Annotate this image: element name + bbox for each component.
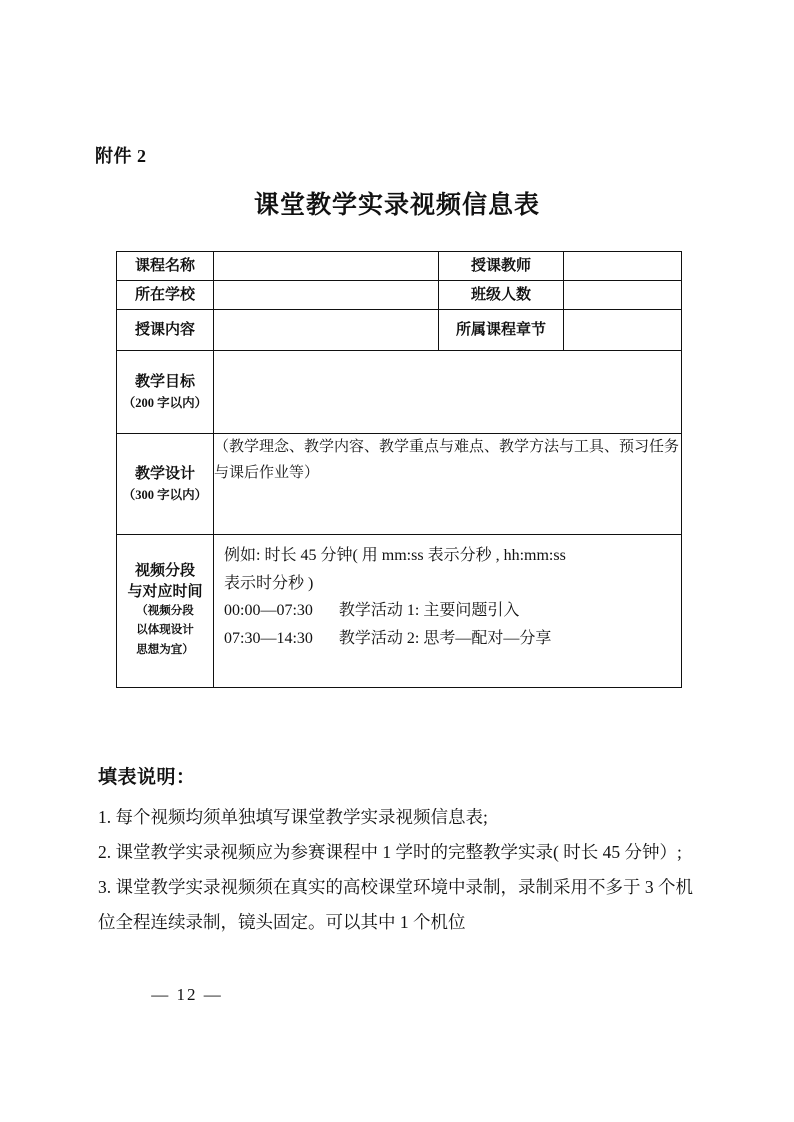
- label-teaching-goal: [117, 351, 214, 434]
- segment-entry-activity: 教学活动 1: 主要问题引入: [338, 602, 520, 620]
- table-row-video-segments: [117, 535, 682, 688]
- label-video-segments-note3: 思想为宜）: [136, 644, 194, 657]
- table-row: [117, 252, 682, 281]
- value-video-segments[interactable]: [214, 535, 682, 688]
- segment-entry-time: 00:00—07:30: [224, 602, 313, 620]
- segment-entry-time: 07:30—14:30: [224, 629, 313, 647]
- label-teaching-design-main: 教学设计: [134, 465, 195, 482]
- label-video-segments-note1: （视频分段: [136, 604, 194, 617]
- segment-example-line2: 表示时分秒 ): [224, 574, 314, 592]
- label-video-segments-note2: 以体现设计: [136, 624, 194, 637]
- table-row: [117, 310, 682, 351]
- segment-entry-activity: 教学活动 2: 思考—配对—分享: [338, 629, 552, 647]
- attachment-label: 附件 2: [95, 146, 147, 166]
- value-school[interactable]: [214, 281, 439, 310]
- page-title: 课堂教学实录视频信息表: [253, 192, 540, 219]
- notes-list: [98, 800, 698, 940]
- label-course-chapter: 所属课程章节: [439, 310, 564, 351]
- segment-entry: [224, 597, 673, 625]
- value-teaching-design[interactable]: （教学理念、教学内容、教学重点与难点、教学方法与工具、预习任务与课后作业等）: [214, 434, 682, 535]
- list-item: 2. 课堂教学实录视频应为参赛课程中 1 学时的完整教学实录( 时长 45 分钟）;: [98, 842, 682, 862]
- value-course-chapter[interactable]: [564, 310, 682, 351]
- page-number-text: — 12 —: [151, 985, 223, 1004]
- value-teaching-goal[interactable]: [214, 351, 682, 434]
- value-teacher[interactable]: [564, 252, 682, 281]
- label-teaching-design: [117, 434, 214, 535]
- table-row-teaching-design: [117, 434, 682, 535]
- label-teaching-goal-limit: （200 字以内）: [122, 396, 208, 411]
- label-teacher: 授课教师: [439, 252, 564, 281]
- page-number: [0, 985, 794, 1005]
- label-course-name: 课程名称: [117, 252, 214, 281]
- value-course-name[interactable]: [214, 252, 439, 281]
- label-video-segments-line2: 与对应时间: [127, 583, 203, 600]
- label-teaching-content: 授课内容: [117, 310, 214, 351]
- table-row-teaching-goal: [117, 351, 682, 434]
- segment-entry: [224, 625, 673, 653]
- label-video-segments: [117, 535, 214, 688]
- label-class-size: 班级人数: [439, 281, 564, 310]
- value-teaching-content[interactable]: [214, 310, 439, 351]
- list-item: 1. 每个视频均须单独填写课堂教学实录视频信息表;: [98, 807, 488, 827]
- notes-heading: 填表说明：: [98, 767, 196, 788]
- label-teaching-design-limit: （300 字以内）: [122, 488, 208, 503]
- table-row: [117, 281, 682, 310]
- value-class-size[interactable]: [564, 281, 682, 310]
- label-teaching-goal-main: 教学目标: [134, 373, 195, 390]
- label-school: 所在学校: [117, 281, 214, 310]
- list-item: 3. 课堂教学实录视频须在真实的高校课堂环境中录制，录制采用不多于 3 个机位全程连续录制，镜头固定。可以其中 1 个机位: [98, 877, 693, 932]
- label-video-segments-line1: 视频分段: [134, 563, 195, 580]
- segment-example-line1: 例如: 时长 45 分钟( 用 mm:ss 表示分秒 , hh:mm:ss: [224, 547, 566, 564]
- info-table: [116, 251, 682, 688]
